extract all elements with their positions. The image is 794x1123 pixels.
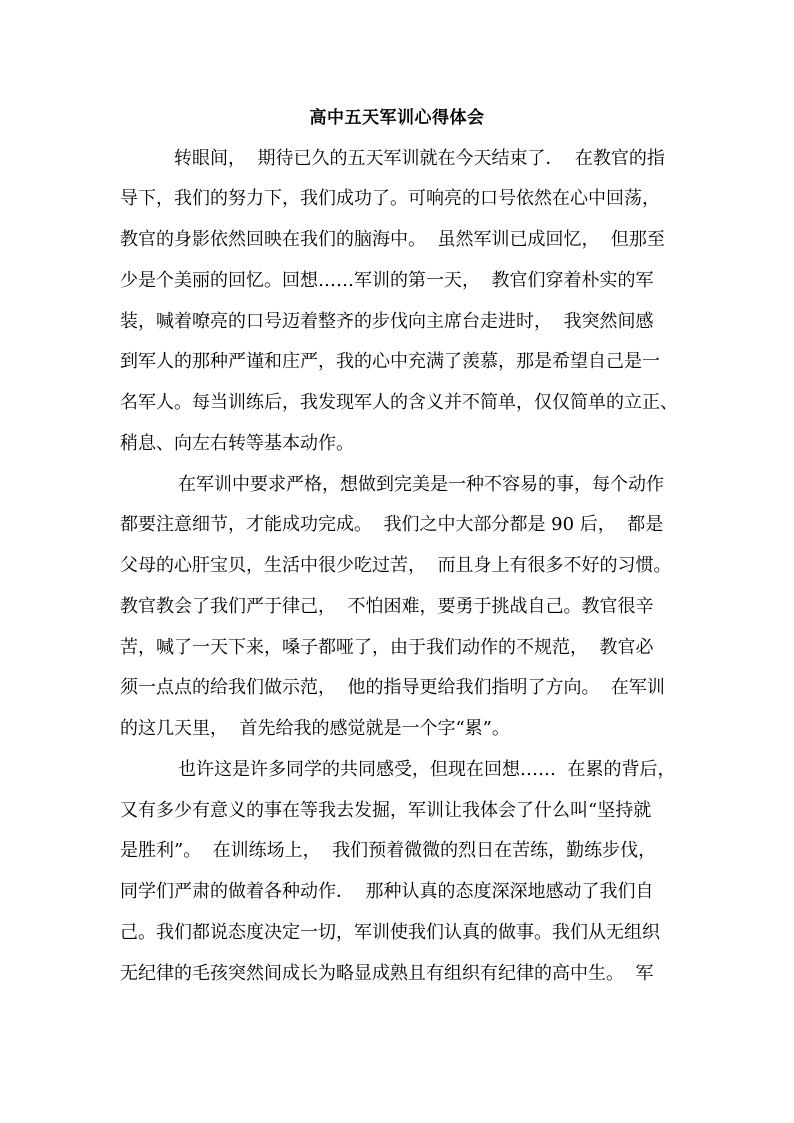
paragraph-2-line-3: 父母的心肝宝贝，生活中很少吃过苦， 而且身上有很多不好的习惯。 (120, 555, 672, 576)
paragraph-1-line-8: 稍息、向左右转等基本动作。 (120, 433, 354, 454)
paragraph-3-line-2: 又有多少有意义的事在等我去发掘，军训让我体会了什么叫“坚持就 (120, 800, 652, 821)
paragraph-1-line-2: 导下，我们的努力下，我们成功了。可响亮的口号依然在心中回荡， (120, 188, 660, 209)
paragraph-3-line-4: 同学们严肃的做着各种动作． 那种认真的态度深深地感动了我们自 (120, 881, 654, 902)
paragraph-3-line-1: 也许这是许多同学的共同感受，但现在回想…… 在累的背后， (178, 759, 676, 780)
paragraph-2-line-4: 教官教会了我们严于律己， 不怕困难，要勇于挑战自己。教官很辛 (120, 596, 654, 617)
paragraph-2-line-1: 在军训中要求严格，想做到完美是一种不容易的事，每个动作 (178, 474, 664, 495)
paragraph-1-line-4: 少是个美丽的回忆。回想……军训的第一天， 教官们穿着朴实的军 (120, 270, 654, 291)
paragraph-1-line-3: 教官的身影依然回映在我们的脑海中。 虽然军训已成回忆， 但那至 (120, 229, 665, 250)
paragraph-2-line-6: 须一点点的给我们做示范， 他的指导更给我们指明了方向。 在军训 (120, 677, 665, 698)
paragraph-3-line-3: 是胜利”。 在训练场上， 我们预着微微的烈日在苦练，勤练步伐， (120, 840, 657, 861)
paragraph-1-line-1: 转眼间， 期待已久的五天军训就在今天结束了． 在教官的指 (174, 148, 665, 169)
paragraph-1-line-7: 名军人。每当训练后，我发现军人的含义并不简单，仅仅简单的立正、 (120, 392, 678, 413)
paragraph-1-line-5: 装，喊着嘹亮的口号迈着整齐的步伐向主席台走进时， 我突然间感 (120, 311, 654, 332)
paragraph-1-line-6: 到军人的那种严谨和庄严，我的心中充满了羡慕，那是希望自己是一 (120, 351, 660, 372)
paragraph-2-line-2: 都要注意细节，才能成功完成。 我们之中大部分都是 90 后， 都是 (120, 514, 664, 535)
document-title: 高中五天军训心得体会 (309, 108, 485, 128)
paragraph-3-line-5: 己。我们都说态度决定一切，军训使我们认真的做事。我们从无组织 (120, 922, 660, 943)
paragraph-2-line-5: 苦，喊了一天下来，嗓子都哑了，由于我们动作的不规范， 教官必 (120, 637, 654, 658)
paragraph-3-line-6: 无纪律的毛孩突然间成长为略显成熟且有组织有纪律的高中生。 军 (120, 963, 654, 984)
paragraph-2-line-7: 的这几天里， 首先给我的感觉就是一个字“累”。 (120, 718, 510, 739)
